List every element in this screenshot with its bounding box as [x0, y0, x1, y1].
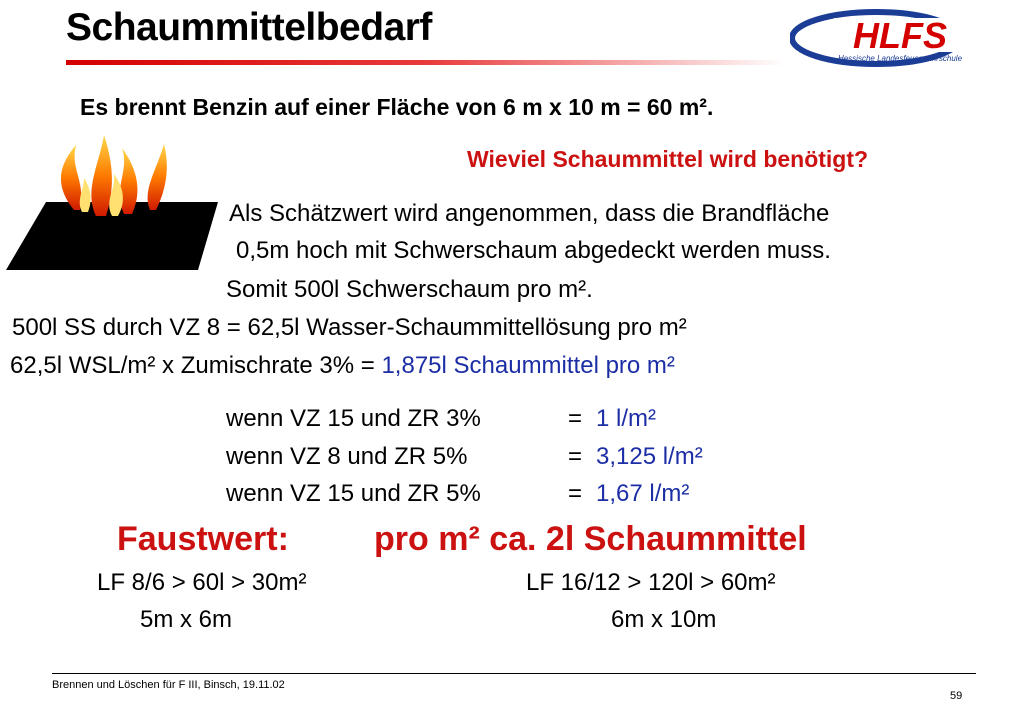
lf-right-line-1: LF 16/12 > 120l > 60m²	[526, 569, 776, 596]
lf-right-line-2: 6m x 10m	[611, 606, 717, 633]
hlfs-logo	[790, 8, 968, 68]
lf-left-line-1: LF 8/6 > 60l > 30m²	[97, 569, 307, 596]
calculation-2	[10, 352, 675, 380]
calculation-2-value: 1,875l Schaummittel pro m²	[381, 352, 675, 379]
page-title: Schaummittelbedarf	[66, 6, 432, 49]
variant-3-eq: =	[568, 480, 583, 507]
variant-2-label: wenn VZ 8 und ZR 5%	[226, 443, 468, 470]
lf-left-line-2: 5m x 6m	[140, 606, 233, 633]
assumption-line-2: 0,5m hoch mit Schwerschaum abgedeckt werden muss.	[236, 237, 831, 264]
variant-1-eq: =	[568, 405, 583, 432]
logo-text: HLFS	[853, 15, 947, 56]
fire-icon	[4, 130, 224, 272]
variant-2-value: 3,125 l/m²	[596, 443, 703, 470]
variant-3-value: 1,67 l/m²	[596, 480, 690, 507]
logo-subtitle: Hessische Landesfeuerwehrschule	[837, 54, 963, 63]
footer-text: Brennen und Löschen für F III, Binsch, 19.11.02	[52, 679, 285, 691]
variant-1-value: 1 l/m²	[596, 405, 656, 432]
calculation-1: 500l SS durch VZ 8 = 62,5l Wasser-Schaummittellösung pro m²	[12, 314, 687, 341]
footer-divider	[52, 673, 976, 674]
question: Wieviel Schaummittel wird benötigt?	[467, 146, 869, 172]
assumption-line-3: Somit 500l Schwerschaum pro m².	[226, 276, 593, 303]
variant-3-label: wenn VZ 15 und ZR 5%	[226, 480, 481, 507]
faustwert-label: Faustwert:	[117, 520, 289, 558]
variant-2-eq: =	[568, 443, 583, 470]
page-number: 59	[950, 690, 963, 702]
title-underline	[66, 60, 786, 65]
calculation-2-prefix: 62,5l WSL/m² x Zumischrate 3% =	[10, 352, 382, 379]
variant-1-label: wenn VZ 15 und ZR 3%	[226, 405, 481, 432]
faustwert-value: pro m² ca. 2l Schaummittel	[374, 520, 807, 558]
problem-statement: Es brennt Benzin auf einer Fläche von 6 m x 10 m = 60 m².	[80, 94, 714, 120]
assumption-line-1: Als Schätzwert wird angenommen, dass die Brandfläche	[229, 200, 830, 227]
